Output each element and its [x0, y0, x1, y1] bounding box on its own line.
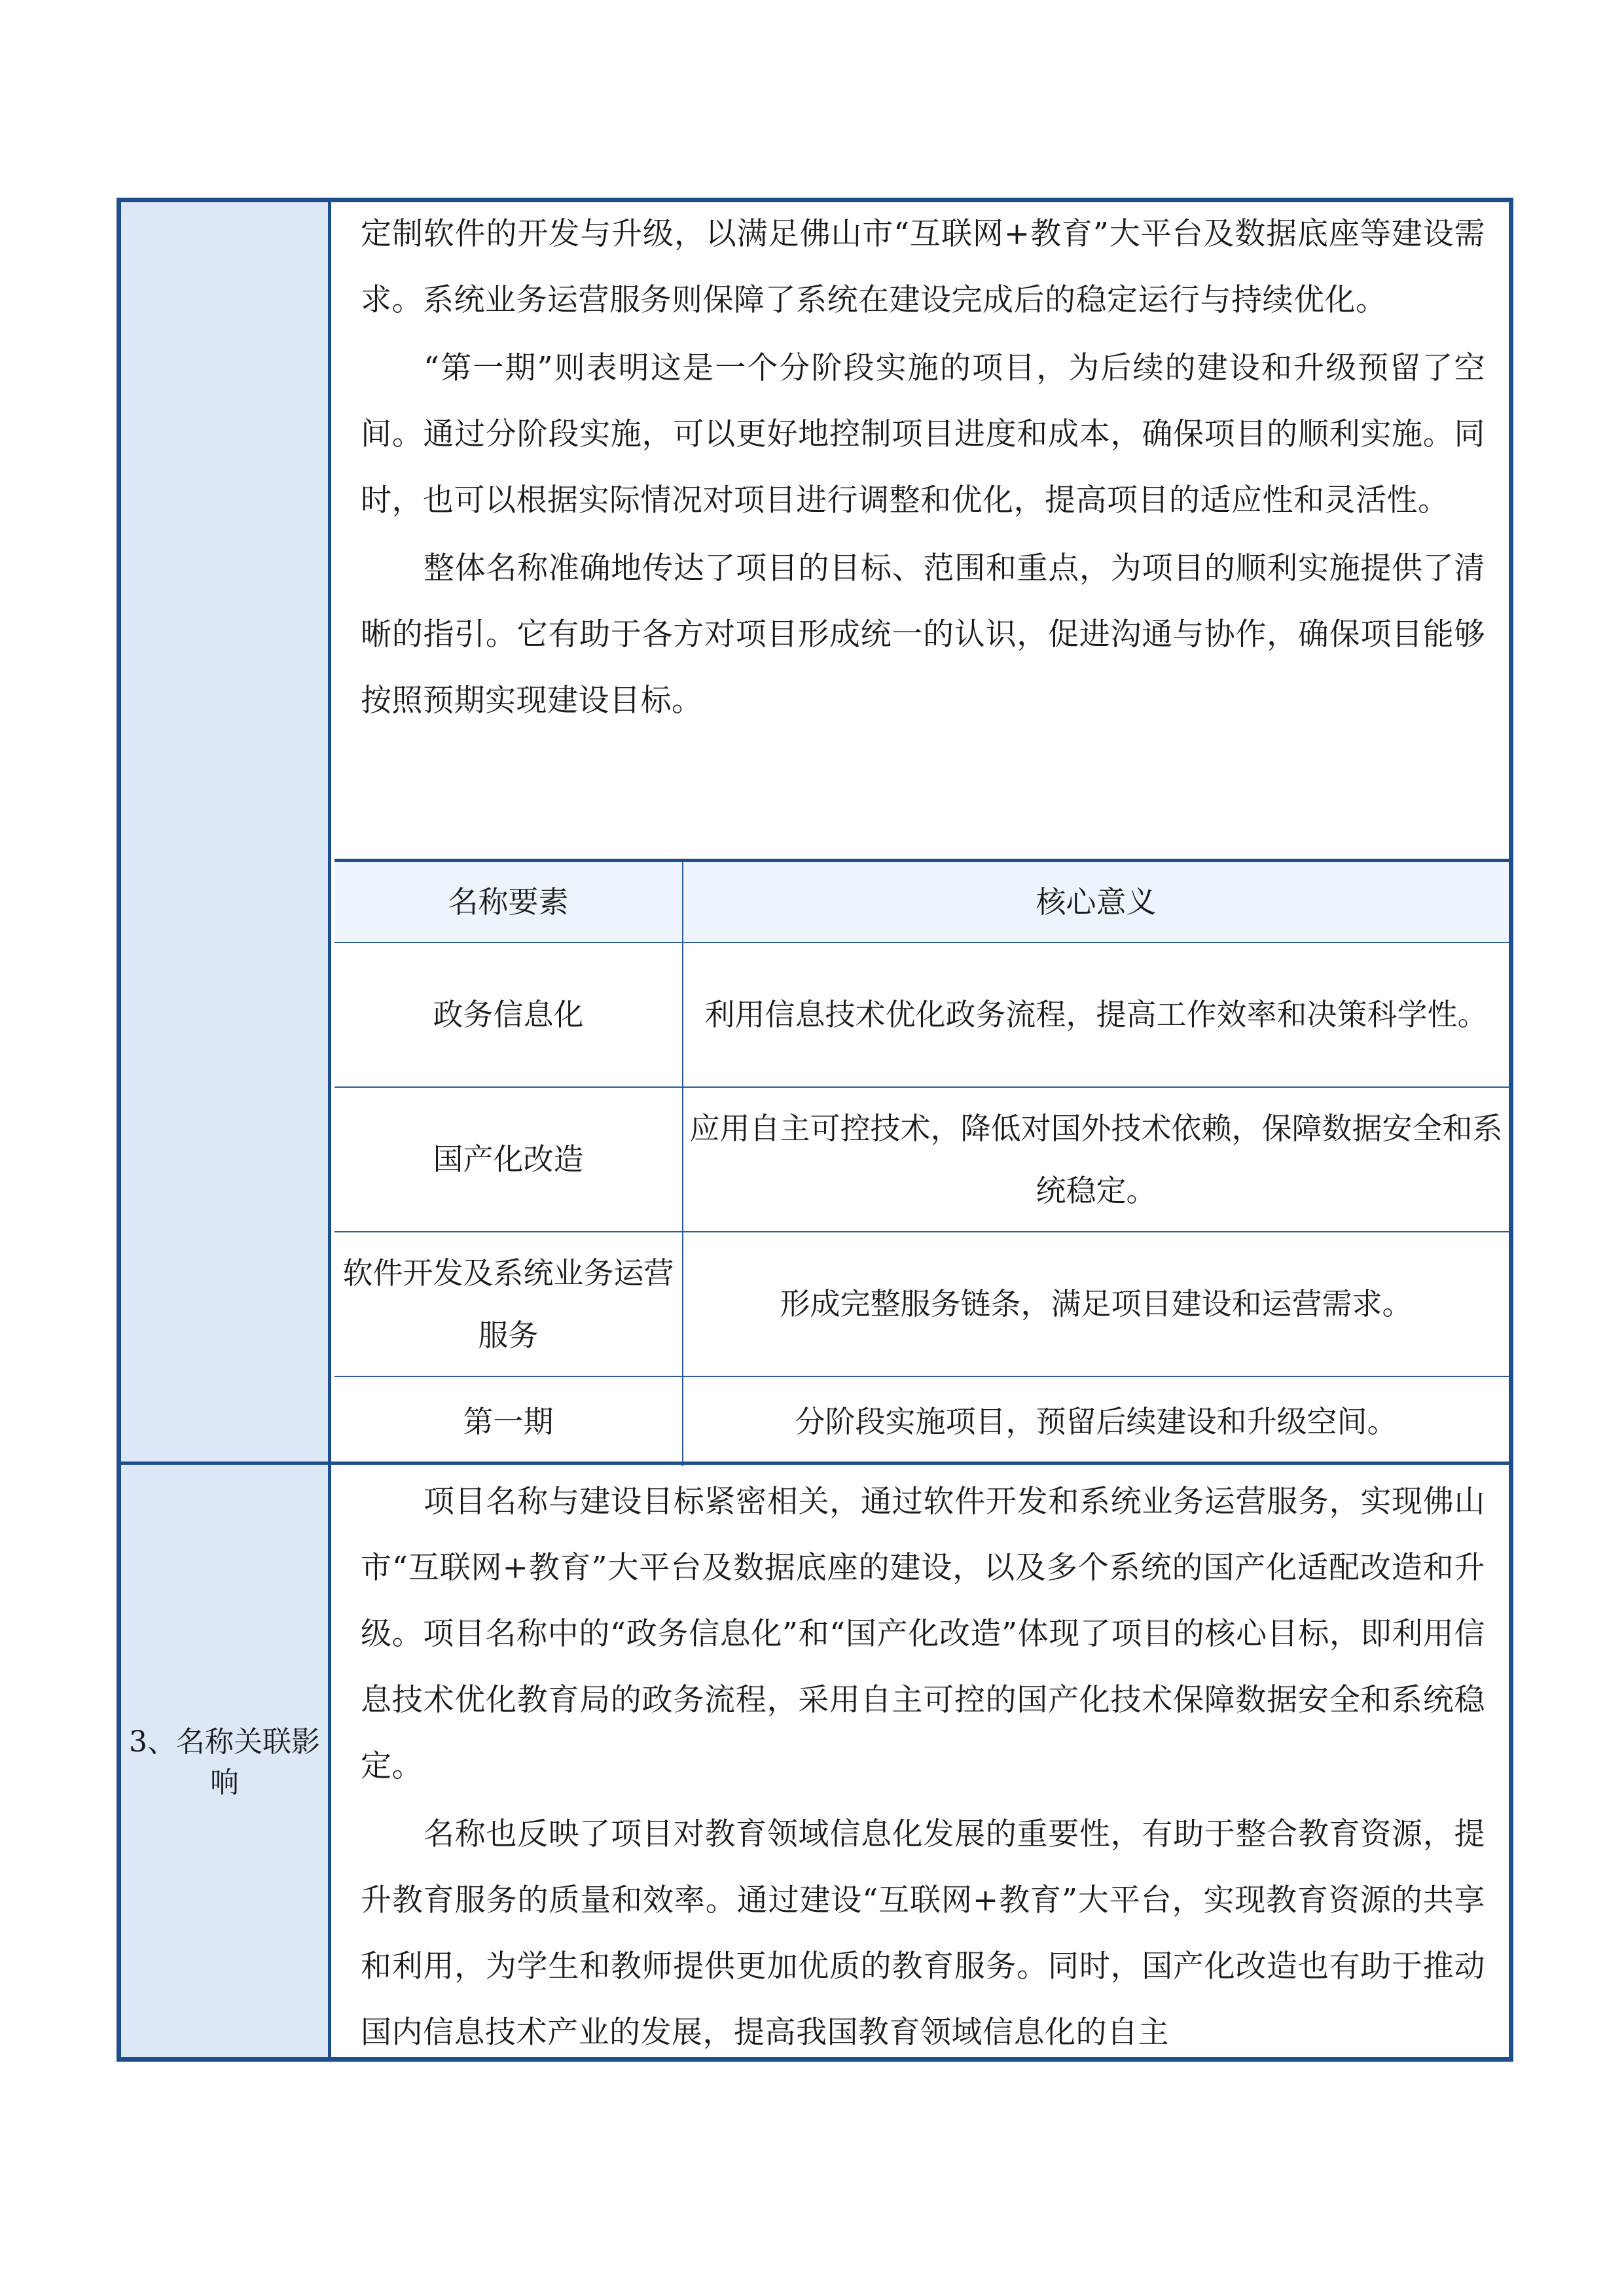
section-2-paragraph-1: 定制软件的开发与升级，以满足佛山市“互联网+教育”大平台及数据底座等建设需求。系统业务运营服务则保障了系统在建设完成后的稳定运行与持续优化。	[361, 216, 1485, 318]
section-2-paragraph-2: “第一期”则表明这是一个分阶段实施的项目，为后续的建设和升级预留了空间。通过分阶段实施，可以更好地控制项目进度和成本，确保项目的顺利实施。同时，也可以根据实际情况对项目进行调整和优化，提高项目的适应性和灵活性。	[361, 350, 1485, 518]
section-3-label: 3、名称关联影响	[129, 1725, 320, 1799]
section-3-paragraph-2: 名称也反映了项目对教育领域信息化发展的重要性，有助于整合教育资源，提升教育服务的质量和效率。通过建设“互联网+教育”大平台，实现教育资源的共享和利用，为学生和教师提供更加优质的教育服务。同时，国产化改造也有助于推动国内信息技术产业的发展，提高我国教育领域信息化的自主	[361, 1816, 1485, 2051]
table-row	[334, 943, 1509, 1088]
section-2-content	[334, 202, 1509, 734]
section-2-paragraph-3: 整体名称准确地传达了项目的目标、范围和重点，为项目的顺利实施提供了清晰的指引。它有助于各方对项目形成统一的认识，促进沟通与协作，确保项目能够按照预期实现建设目标。	[361, 550, 1485, 719]
table-cell-meaning: 应用自主可控技术，降低对国外技术依赖，保障数据安全和系统稳定。	[689, 1110, 1503, 1208]
table-row	[334, 1377, 1509, 1466]
section-3-paragraph-1: 项目名称与建设目标紧密相关，通过软件开发和系统业务运营服务，实现佛山市“互联网+教育”大平台及数据底座的建设，以及多个系统的国产化适配改造和升级。项目名称中的“政务信息化”和“国产化改造”体现了项目的核心目标，即利用信息技术优化教育局的政务流程，采用自主可控的国产化技术保障数据安全和系统稳定。	[361, 1484, 1485, 1784]
table-cell-meaning: 分阶段实施项目，预留后续建设和升级空间。	[795, 1403, 1398, 1439]
section-3-content	[334, 1469, 1509, 2066]
table-row	[334, 1232, 1509, 1377]
table-cell-meaning: 形成完整服务链条，满足项目建设和运营需求。	[780, 1286, 1413, 1321]
section-divider	[121, 1462, 1509, 1465]
table-row	[334, 1088, 1509, 1232]
name-elements-table	[334, 859, 1509, 1466]
table-cell-element: 软件开发及系统业务运营服务	[334, 1232, 683, 1376]
column-header-meaning: 核心意义	[1036, 884, 1157, 920]
table-cell-element: 第一期	[334, 1377, 683, 1466]
table-header-row	[334, 862, 1509, 943]
document-table	[117, 198, 1513, 2062]
table-cell-meaning: 利用信息技术优化政务流程，提高工作效率和决策科学性。	[704, 997, 1488, 1032]
table-cell-element: 国产化改造	[334, 1088, 683, 1231]
column-header-element: 名称要素	[334, 862, 683, 942]
table-cell-element: 政务信息化	[334, 943, 683, 1086]
